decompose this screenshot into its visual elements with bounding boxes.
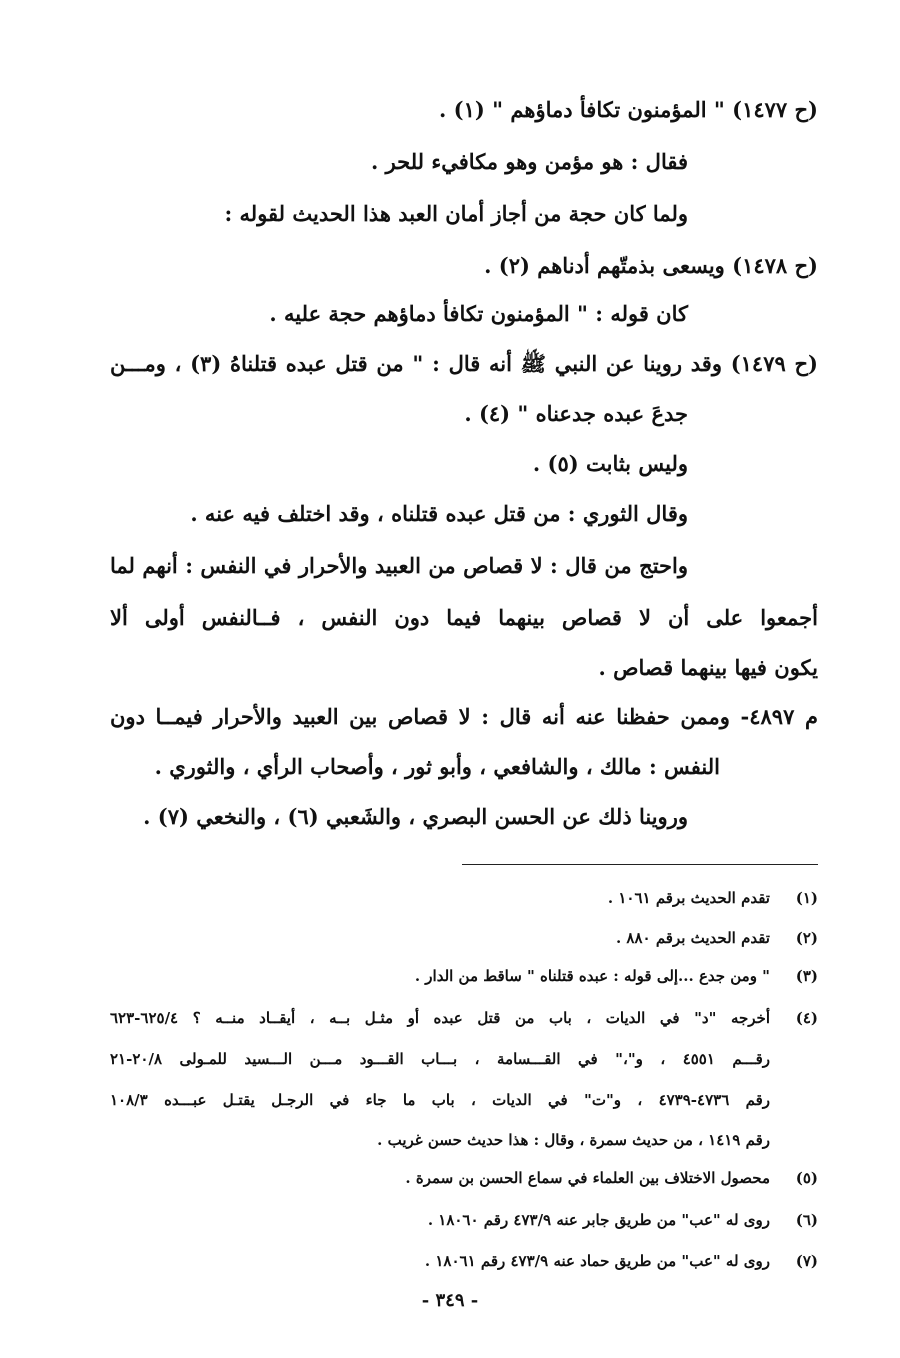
footnote-text: روى له "عب" من طريق جابر عنه ٤٧٣/٩ رقم ١٨٠٦٠ . (427, 1211, 770, 1229)
footnote-text: تقدم الحديث برقم ٨٨٠ . (615, 929, 770, 947)
footnote-text: " ومن جدع ...إلى قوله : عبده قتلناه " ساقط من الدار . (414, 967, 770, 985)
body-line: وليس بثابت (٥) . (532, 451, 688, 476)
footnote-number: (٧) (795, 1252, 818, 1270)
hadith-1477: (ح ١٤٧٧) " المؤمنون تكافأ دماؤهم " (١) . (439, 97, 818, 122)
footnote-text: أخرجه "د" في الديات ، باب من قتل عبده أو مثـل بــه ، أيقــاد منــه ؟ ٦٢٥/٤-٦٢٣ (110, 1009, 770, 1027)
footnote-divider (462, 864, 818, 865)
footnote-text: تقدم الحديث برقم ١٠٦١ . (607, 889, 770, 907)
footnote-text: رقم ٤٧٣٦-٤٧٣٩ ، و"ت" في الديات ، باب ما جاء في الرجـل يقتـل عبـــده ١٠٨/٣ (110, 1091, 771, 1109)
footnote-text: محصول الاختلاف بين العلماء في سماع الحسن بن سمرة . (405, 1169, 770, 1187)
body-line: يكون فيها بينهما قصاص . (598, 655, 818, 680)
footnote-text: رقم ١٤١٩ ، من حديث سمرة ، وقال : هذا حديث حسن غريب . (377, 1131, 770, 1149)
body-line: فقال : هو مؤمن وهو مكافيء للحر . (370, 149, 688, 174)
masalah-4897: م ٤٨٩٧- وممن حفظنا عنه أنه قال : لا قصاص بين العبيد والأحرار فيمــا دون (110, 704, 818, 729)
body-line: وقال الثوري : من قتل عبده قتلناه ، وقد اختلف فيه عنه . (190, 501, 688, 526)
body-line: كان قوله : " المؤمنون تكافأ دماؤهم حجة عليه . (269, 301, 688, 326)
hadith-1479: (ح ١٤٧٩) وقد روينا عن النبي ﷺ أنه قال : " من قتل عبده قتلناهُ (٣) ، ومـــن (110, 351, 818, 376)
footnote-number: (٢) (795, 929, 818, 947)
footnote-number: (٣) (795, 967, 818, 985)
footnote-number: (٦) (795, 1211, 818, 1229)
body-line: أجمعوا على أن لا قصاص بينهما فيما دون النفس ، فــالنفس أولى ألا (110, 605, 818, 630)
hadith-1478: (ح ١٤٧٨) ويسعى بذمتّهم أدناهم (٢) . (484, 253, 818, 278)
footnote-number: (٤) (795, 1009, 818, 1027)
body-line: وروينا ذلك عن الحسن البصري ، والشَعبي (٦) ، والنخعي (٧) . (143, 804, 688, 829)
footnote-text: روى له "عب" من طريق حماد عنه ٤٧٣/٩ رقم ١٨٠٦١ . (424, 1252, 770, 1270)
body-line: جدعَ عبده جدعناه " (٤) . (464, 401, 688, 426)
body-line: النفس : مالك ، والشافعي ، وأبو ثور ، وأصحاب الرأي ، والثوري . (154, 754, 720, 779)
footnote-number: (٥) (795, 1169, 818, 1187)
footnote-text: رقـــم ٤٥٥١ ، و"،" في القـــسامة ، بـــاب القـــود مـــن الـــسيد للمـولى ٢٠/٨-٢١ (110, 1050, 770, 1068)
page-number: - ٣٤٩ - (421, 1290, 479, 1311)
footnote-number: (١) (795, 889, 818, 907)
body-line: ولما كان حجة من أجاز أمان العبد هذا الحديث لقوله : (224, 201, 688, 226)
body-line: واحتج من قال : لا قصاص من العبيد والأحرار في النفس : أنهم لما (110, 553, 688, 578)
